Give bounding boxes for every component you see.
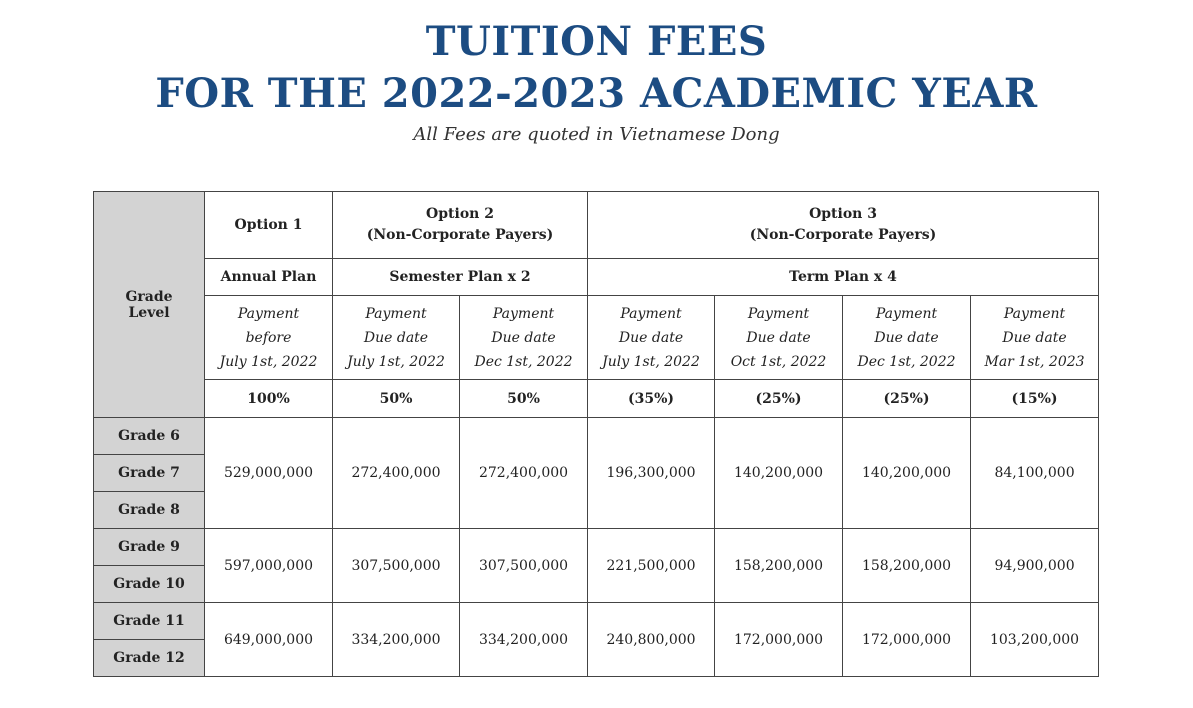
percent-cell: (25%) xyxy=(843,380,971,418)
payment-cell: Payment Due date Dec 1st, 2022 xyxy=(460,296,588,380)
payment-cell: Payment Due date Dec 1st, 2022 xyxy=(843,296,971,380)
fee-cell: 94,900,000 xyxy=(971,529,1099,603)
fee-cell: 240,800,000 xyxy=(588,603,715,677)
fee-cell: 140,200,000 xyxy=(843,418,971,529)
table-row xyxy=(94,529,1099,566)
page-subtitle: All Fees are quoted in Vietnamese Dong xyxy=(413,124,780,145)
percent-cell: (25%) xyxy=(715,380,843,418)
fee-cell: 272,400,000 xyxy=(333,418,460,529)
fee-cell: 158,200,000 xyxy=(843,529,971,603)
fee-cell: 307,500,000 xyxy=(333,529,460,603)
payment-date-row xyxy=(94,296,1099,380)
page-title-line2: FOR THE 2022-2023 ACADEMIC YEAR xyxy=(155,70,1038,117)
grade-label: Grade 12 xyxy=(94,640,205,677)
plan-semester: Semester Plan x 2 xyxy=(333,259,588,296)
fee-cell: 649,000,000 xyxy=(205,603,333,677)
table-row xyxy=(94,418,1099,455)
option-3-header: Option 3 (Non-Corporate Payers) xyxy=(588,192,1099,259)
fee-cell: 307,500,000 xyxy=(460,529,588,603)
fee-cell: 221,500,000 xyxy=(588,529,715,603)
fee-cell: 196,300,000 xyxy=(588,418,715,529)
option-1-header: Option 1 xyxy=(205,192,333,259)
fee-cell: 103,200,000 xyxy=(971,603,1099,677)
grade-label: Grade 11 xyxy=(94,603,205,640)
percent-cell: 50% xyxy=(460,380,588,418)
fee-cell: 158,200,000 xyxy=(715,529,843,603)
table-row xyxy=(94,603,1099,640)
percent-cell: 100% xyxy=(205,380,333,418)
plan-row xyxy=(94,259,1099,296)
page-title-line1: TUITION FEES xyxy=(425,18,768,65)
tuition-fees-table xyxy=(93,191,1099,677)
fee-cell: 84,100,000 xyxy=(971,418,1099,529)
fee-cell: 529,000,000 xyxy=(205,418,333,529)
fee-cell: 597,000,000 xyxy=(205,529,333,603)
fee-cell: 334,200,000 xyxy=(460,603,588,677)
percent-cell: (15%) xyxy=(971,380,1099,418)
fee-cell: 334,200,000 xyxy=(333,603,460,677)
option-header-row xyxy=(94,192,1099,259)
percent-row xyxy=(94,380,1099,418)
option-2-header: Option 2 (Non-Corporate Payers) xyxy=(333,192,588,259)
percent-cell: 50% xyxy=(333,380,460,418)
fee-cell: 140,200,000 xyxy=(715,418,843,529)
grade-level-header: Grade Level xyxy=(94,192,205,418)
fee-cell: 172,000,000 xyxy=(843,603,971,677)
payment-cell: Payment Due date July 1st, 2022 xyxy=(333,296,460,380)
plan-term: Term Plan x 4 xyxy=(588,259,1099,296)
plan-annual: Annual Plan xyxy=(205,259,333,296)
grade-label: Grade 6 xyxy=(94,418,205,455)
grade-label: Grade 9 xyxy=(94,529,205,566)
payment-cell: Payment before July 1st, 2022 xyxy=(205,296,333,380)
fee-cell: 272,400,000 xyxy=(460,418,588,529)
grade-label: Grade 8 xyxy=(94,492,205,529)
grade-label: Grade 7 xyxy=(94,455,205,492)
payment-cell: Payment Due date Oct 1st, 2022 xyxy=(715,296,843,380)
payment-cell: Payment Due date Mar 1st, 2023 xyxy=(971,296,1099,380)
grade-label: Grade 10 xyxy=(94,566,205,603)
fee-cell: 172,000,000 xyxy=(715,603,843,677)
percent-cell: (35%) xyxy=(588,380,715,418)
payment-cell: Payment Due date July 1st, 2022 xyxy=(588,296,715,380)
